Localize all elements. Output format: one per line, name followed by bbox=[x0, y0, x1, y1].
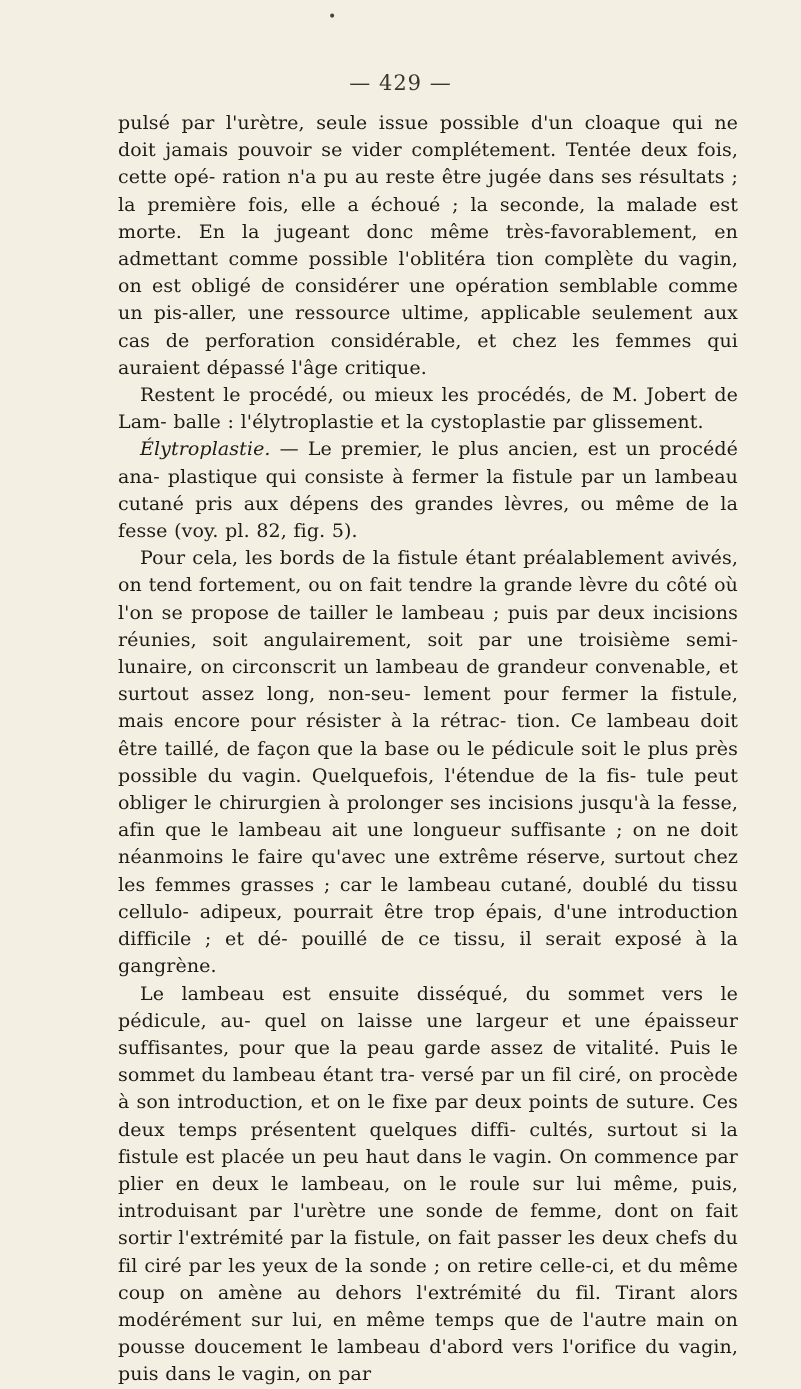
paragraph-4: Pour cela, les bords de la fistule étant préalablement avivés, on tend fortement, ou on fait tendre la grande lèvre du côté où l'on se propose de tailler le lambeau ; puis par deux incisions réunies, soit angulairement, soit par une troisième semi-lunaire, on circonscrit un lambeau de grandeur convenable, et surtout assez long, non-seu- lement pour fermer la fistule, mais encore pour résister à la rétrac- tion. Ce lambeau doit être taillé, de façon que la base ou le pédicule soit le plus près possible du vagin. Quelquefois, l'étendue de la fis- tule peut obliger le chirurgien à prolonger ses incisions jusqu'à la fesse, afin que le lambeau ait une longueur suffisante ; on ne doit néanmoins le faire qu'avec une extrême réserve, surtout chez les femmes grasses ; car le lambeau cutané, doublé du tissu cellulo- adipeux, pourrait être trop épais, d'une introduction difficile ; et dé- pouillé de ce tissu, il serait exposé à la gangrène. bbox=[118, 547, 738, 978]
paragraph-5: Le lambeau est ensuite disséqué, du sommet vers le pédicule, au- quel on laisse une largeur et une épaisseur suffisantes, pour que la peau garde assez de vitalité. Puis le sommet du lambeau étant tra- versé par un fil ciré, on procède à son introduction, et on le fixe par deux points de suture. Ces deux temps présentent quelques diffi- cultés, surtout si la fistule est placée un peu haut dans le vagin. On commence par plier en deux le lambeau, on le roule sur lui même, puis, introduisant par l'urètre une sonde de femme, dont on fait sortir l'extrémité par la fistule, on fait passer les deux chefs du fil ciré par les yeux de la sonde ; on retire celle-ci, et du même coup on amène au dehors l'extrémité du fil. Tirant alors modérément sur lui, en même temps que de l'autre main on pousse doucement le lambeau d'abord vers l'orifice du vagin, puis dans le vagin, on par bbox=[118, 982, 738, 1386]
page-mark: • bbox=[328, 9, 337, 25]
section-title: Élytroplastie. bbox=[140, 438, 271, 461]
paragraph-3 bbox=[118, 436, 738, 545]
body-text bbox=[118, 110, 738, 1389]
paragraph-1: pulsé par l'urètre, seule issue possible d'un cloaque qui ne doit jamais pouvoir se vider complétement. Tentée deux fois, cette opé- ration n'a pu au reste être jugée dans ses résultats ; la première fois, elle a échoué ; la seconde, la malade est morte. En la jugeant donc même très-favorablement, en admettant comme possible l'oblitéra tion complète du vagin, on est obligé de considérer une opération semblable comme un pis-aller, une ressource ultime, applicable seulement aux cas de perforation considérable, et chez les femmes qui auraient dépassé l'âge critique. bbox=[118, 112, 738, 379]
section-text: — Le premier, le plus ancien, est un procédé ana- plastique qui consiste à fermer la fistule par un lambeau cutané pris aux dépens des grandes lèvres, ou même de la fesse (voy. pl. 82, fig. 5). bbox=[118, 438, 738, 543]
paragraph-2: Restent le procédé, ou mieux les procédés, de M. Jobert de Lam- balle : l'élytroplastie et la cystoplastie par glissement. bbox=[118, 384, 738, 434]
page-number: — 429 — bbox=[349, 71, 452, 95]
